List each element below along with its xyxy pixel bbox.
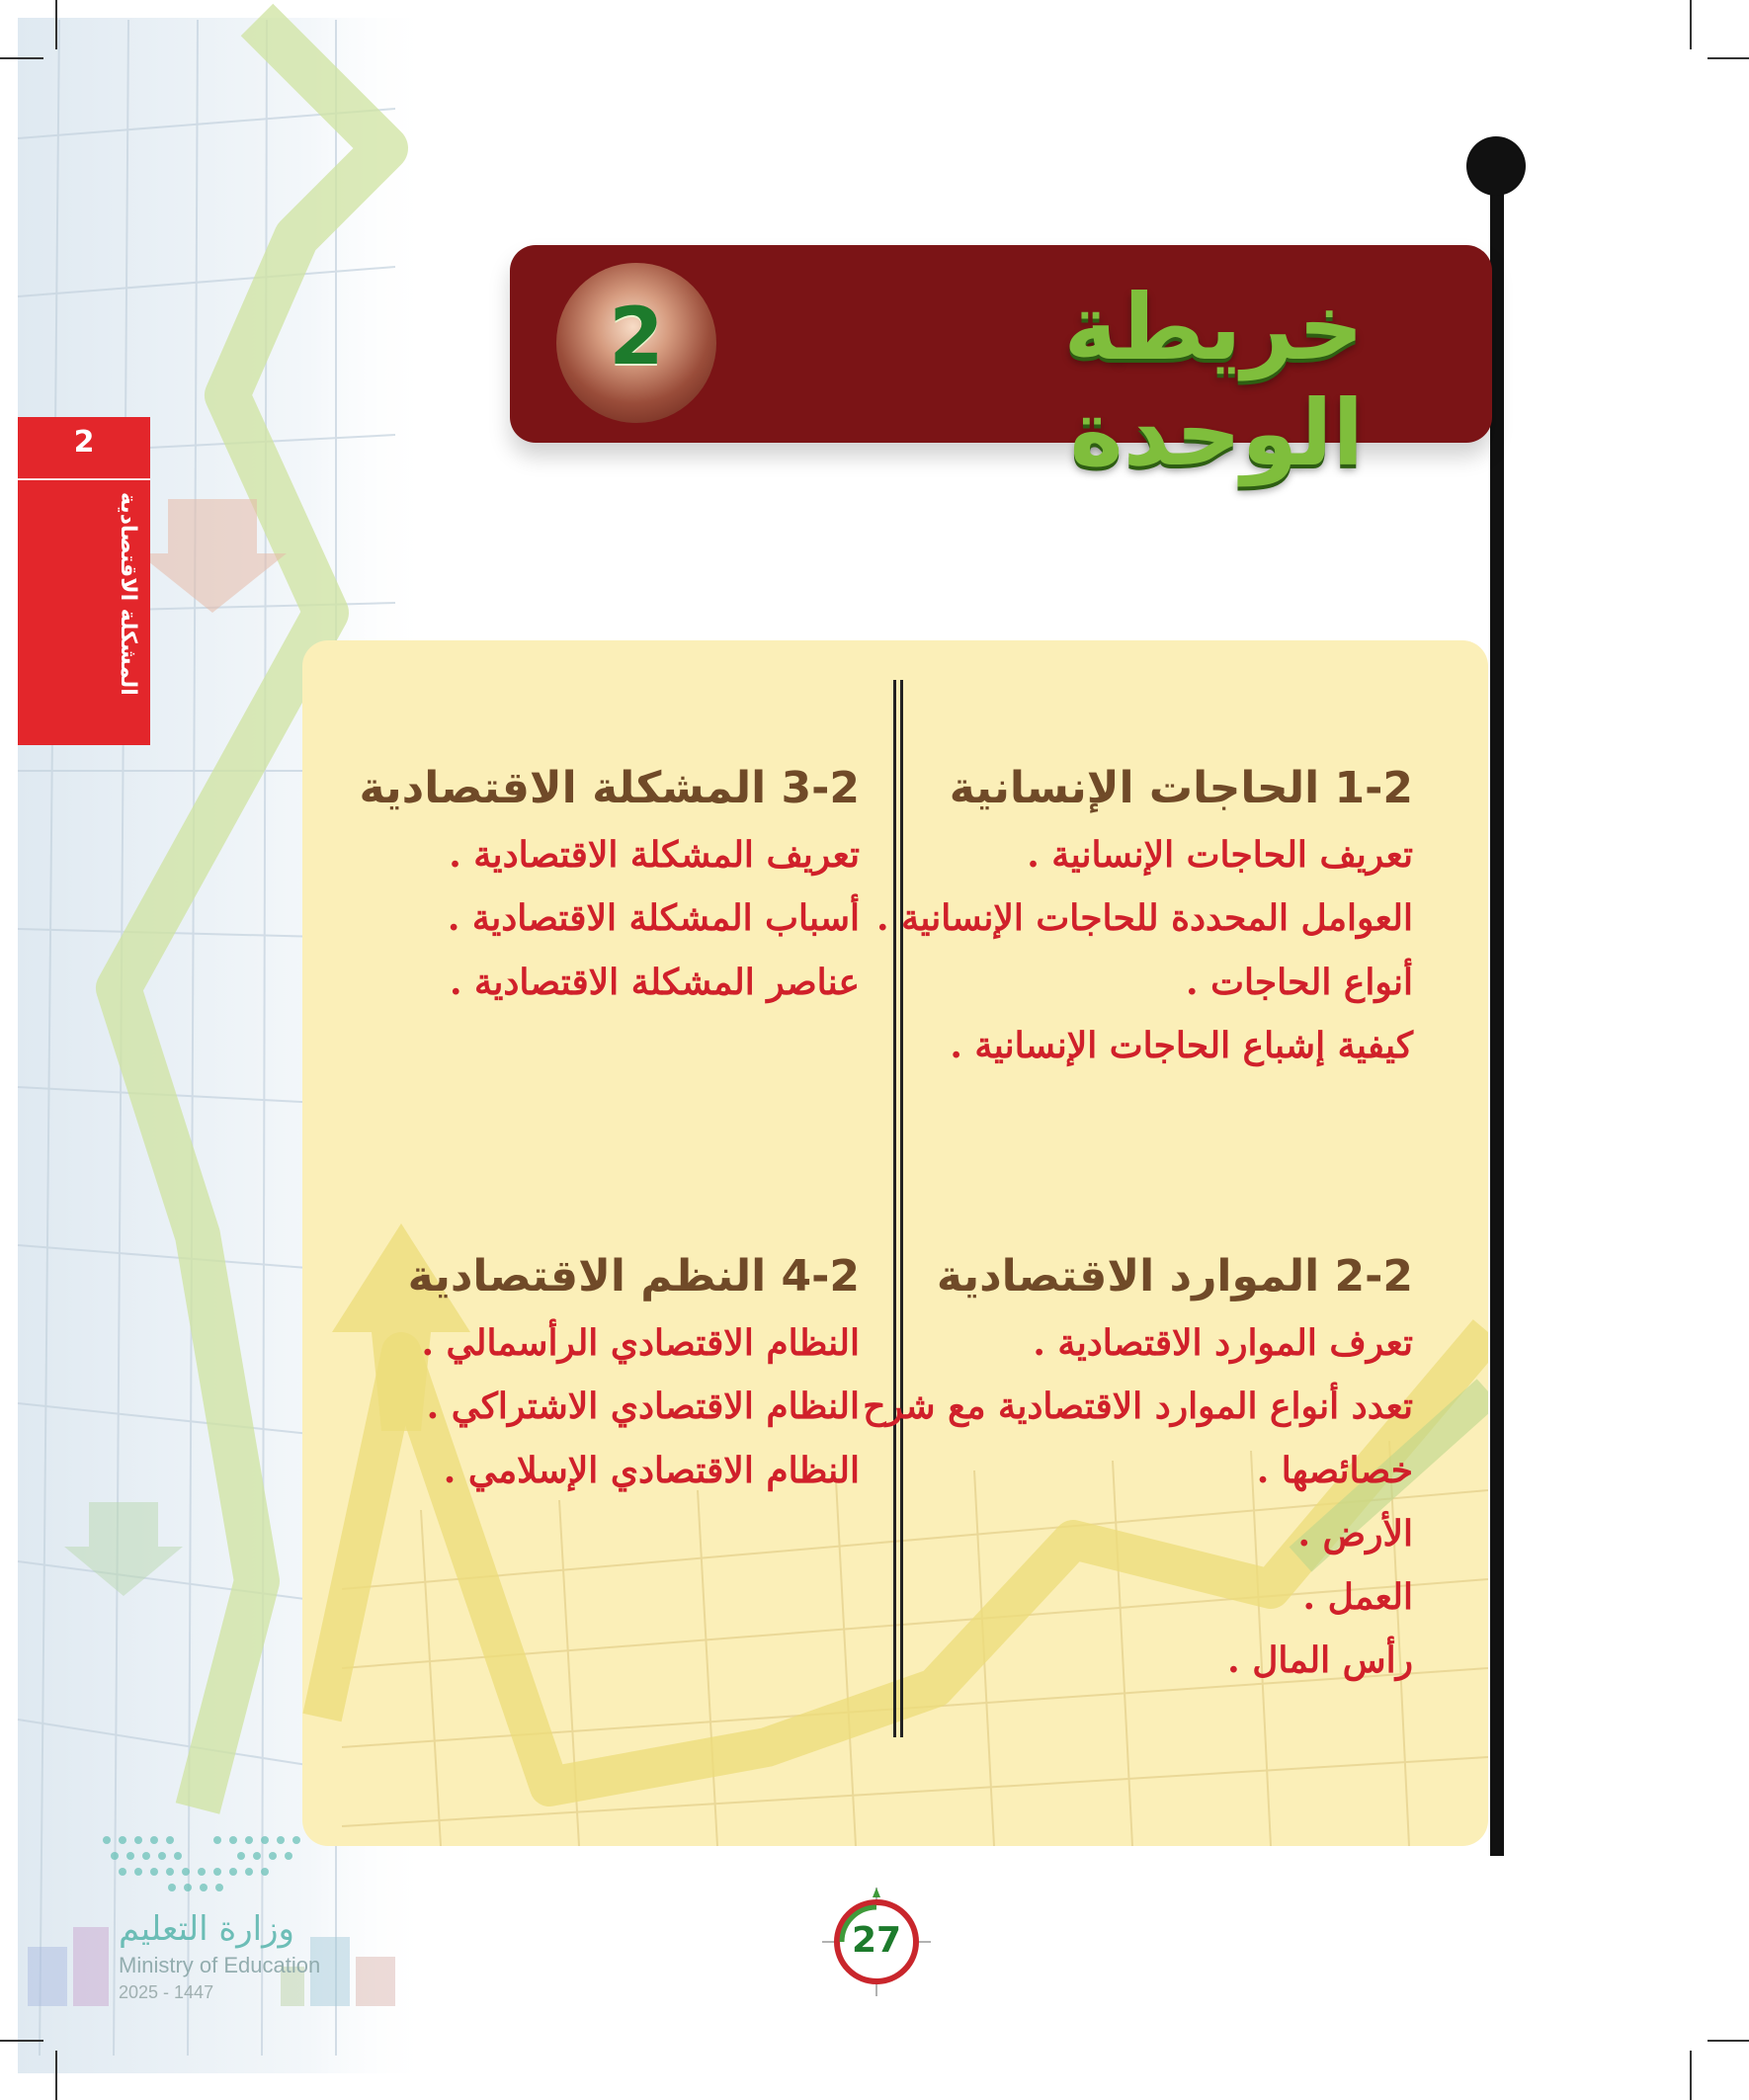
unit-number: 2 [609,291,664,382]
page-number-badge [822,1888,931,1996]
list-item: العوامل المحددة للحاجات الإنسانية . [876,897,1413,940]
section-heading: 1-2 الحاجات الإنسانية [949,763,1413,813]
section-economic-systems [306,1247,860,1502]
ministry-logo [24,1818,419,2016]
banner-pole [1490,166,1504,1856]
pole-knob [1466,136,1526,196]
unit-tab-label: المشكلة الاقتصادية [116,492,140,696]
list-item: تعريف الحاجات الإنسانية . [1027,834,1413,877]
logo-english-text: Ministry of Education [119,1953,321,1977]
tab-divider [18,478,150,480]
logo-year-text: 2025 - 1447 [119,1982,214,2002]
section-heading: 2-2 الموارد الاقتصادية [936,1251,1413,1302]
crop-mark [55,2051,57,2100]
unit-side-tab [18,417,150,745]
crop-mark [1707,57,1749,59]
list-item: عناصر المشكلة الاقتصادية . [449,961,860,1003]
crop-mark [1707,2040,1749,2042]
section-heading: 4-2 النظم الاقتصادية [407,1251,860,1302]
section-economic-resources [781,1247,1413,1692]
crop-mark [1690,2051,1692,2100]
list-item: الأرض . [1297,1512,1413,1554]
section-human-needs [810,759,1413,1077]
list-item: أسباب المشكلة الاقتصادية . [447,897,860,940]
list-item: النظام الاقتصادي الاشتراكي . [426,1386,860,1428]
list-item: العمل . [1302,1575,1413,1618]
list-item: النظام الاقتصادي الرأسمالي . [421,1322,860,1365]
list-item: كيفية إشباع الحاجات الإنسانية . [950,1024,1413,1066]
list-item: تعدد أنواع الموارد الاقتصادية مع شرح خصائصها . [863,1386,1413,1491]
crop-mark [55,0,57,49]
page-title: خريطة الوحدة [1063,275,1364,486]
unit-tab-number: 2 [73,425,95,460]
section-items [306,1311,860,1501]
crop-mark [1690,0,1692,49]
section-items [781,1311,1413,1691]
list-item: تعريف المشكلة الاقتصادية . [449,834,860,877]
list-item: النظام الاقتصادي الإسلامي . [443,1449,860,1491]
section-heading: 3-2 المشكلة الاقتصادية [359,763,860,813]
section-items [810,823,1413,1076]
list-item: رأس المال . [1227,1638,1413,1681]
section-economic-problem [306,759,860,1014]
logo-arabic-text: وزارة التعليم [119,1909,294,1949]
page-number: 27 [851,1920,902,1961]
list-item: أنواع الحاجات . [1186,961,1413,1003]
crop-mark [0,2040,43,2042]
crop-mark [0,57,43,59]
list-item: تعرف الموارد الاقتصادية . [1033,1322,1413,1365]
section-items [306,823,860,1013]
unit-number-ball [556,263,716,423]
